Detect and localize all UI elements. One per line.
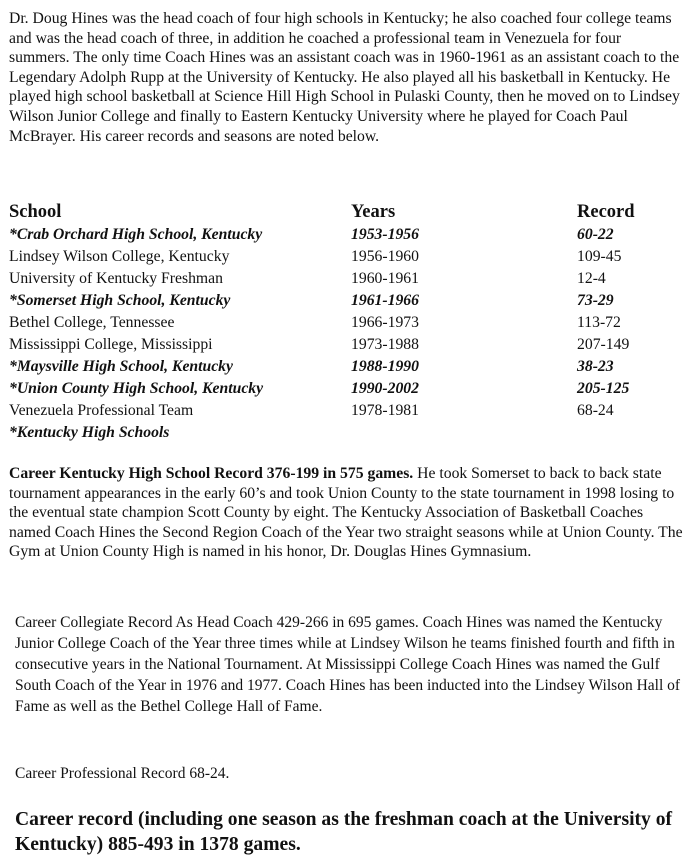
cell-record: 113-72	[577, 314, 621, 331]
cell-record: 73-29	[577, 292, 614, 309]
cell-years: 1973-1988	[351, 336, 419, 353]
cell-years: 1961-1966	[351, 292, 419, 309]
cell-school: *Crab Orchard High School, Kentucky	[9, 226, 263, 243]
professional-record-paragraph: Career Professional Record 68-24.	[15, 765, 230, 782]
cell-school: *Maysville High School, Kentucky	[9, 358, 233, 375]
cell-school: Venezuela Professional Team	[9, 402, 194, 419]
cell-record: 207-149	[577, 336, 630, 353]
high-school-record-lead: Career Kentucky High School Record 376-199 in 575 games.	[9, 465, 414, 482]
cell-years: 1966-1973	[351, 314, 419, 331]
cell-record: 68-24	[577, 402, 614, 419]
header-school: School	[9, 202, 62, 222]
header-record: Record	[577, 202, 635, 222]
cell-record: 12-4	[577, 270, 606, 287]
table-row	[9, 224, 685, 246]
table-row	[9, 312, 685, 334]
cell-record: 109-45	[577, 248, 622, 265]
cell-years: 1956-1960	[351, 248, 419, 265]
footnote-text: *Kentucky High Schools	[9, 424, 170, 441]
intro-paragraph: Dr. Doug Hines was the head coach of four high schools in Kentucky; he also coached four college teams and was the head coach of three, in addition he coached a professional team in Venezuela for four summers. The only time Coach Hines was an assistant coach was in 1960-1961 as an assistant coach to the Legendary Adolph Rupp at the University of Kentucky. He also played all his basketball in Kentucky. He played high school basketball at Science Hill High School in Pulaski County, then he moved on to Lindsey Wilson Junior College and finally to Eastern Kentucky University where he played for Coach Paul McBrayer. His career records and seasons are noted below.	[9, 10, 680, 145]
career-total-record: Career record (including one season as the freshman coach at the University of Kentucky) 885-493 in 1378 games.	[15, 809, 673, 855]
cell-record: 60-22	[577, 226, 614, 243]
cell-school: University of Kentucky Freshman	[9, 270, 223, 287]
table-row	[9, 356, 685, 378]
high-school-record-body: He took Somerset to back to back state tournament appearances in the early 60’s and took Union County to the state tournament in 1998 losing to the eventual state champion Scott County by eight. The Kentucky Association of Basketball Coaches named Coach Hines the Second Region Coach of the Year two straight seasons while at Union County. The Gym at Union County High is named in his honor, Dr. Douglas Hines Gymnasium.	[9, 465, 683, 561]
cell-years: 1988-1990	[351, 358, 419, 375]
cell-school: Bethel College, Tennessee	[9, 314, 175, 331]
table-row	[9, 378, 685, 400]
cell-years: 1978-1981	[351, 402, 419, 419]
table-row	[9, 290, 685, 312]
table-row	[9, 400, 685, 422]
high-school-record-paragraph	[9, 464, 687, 562]
cell-years: 1990-2002	[351, 380, 419, 397]
cell-school: Mississippi College, Mississippi	[9, 336, 213, 353]
table-row	[9, 334, 685, 356]
cell-record: 205-125	[577, 380, 630, 397]
cell-school: *Union County High School, Kentucky	[9, 380, 264, 397]
collegiate-record-paragraph: Career Collegiate Record As Head Coach 429-266 in 695 games. Coach Hines was named the Kentucky Junior College Coach of the Year three times while at Lindsey Wilson he teams finished fourth and fifth in consecutive years in the National Tournament. At Mississippi College Coach Hines was named the Gulf South Coach of the Year in 1976 and 1977. Coach Hines has been inducted into the Lindsey Wilson Hall of Fame as well as the Bethel College Hall of Fame.	[15, 614, 681, 715]
cell-years: 1953-1956	[351, 226, 419, 243]
table-header-row	[9, 200, 685, 224]
table-row	[9, 268, 685, 290]
table-row	[9, 246, 685, 268]
header-years: Years	[351, 202, 396, 222]
cell-years: 1960-1961	[351, 270, 419, 287]
table-footnote	[9, 422, 685, 444]
cell-record: 38-23	[577, 358, 614, 375]
cell-school: *Somerset High School, Kentucky	[9, 292, 231, 309]
career-records-table	[9, 200, 685, 444]
cell-school: Lindsey Wilson College, Kentucky	[9, 248, 230, 265]
